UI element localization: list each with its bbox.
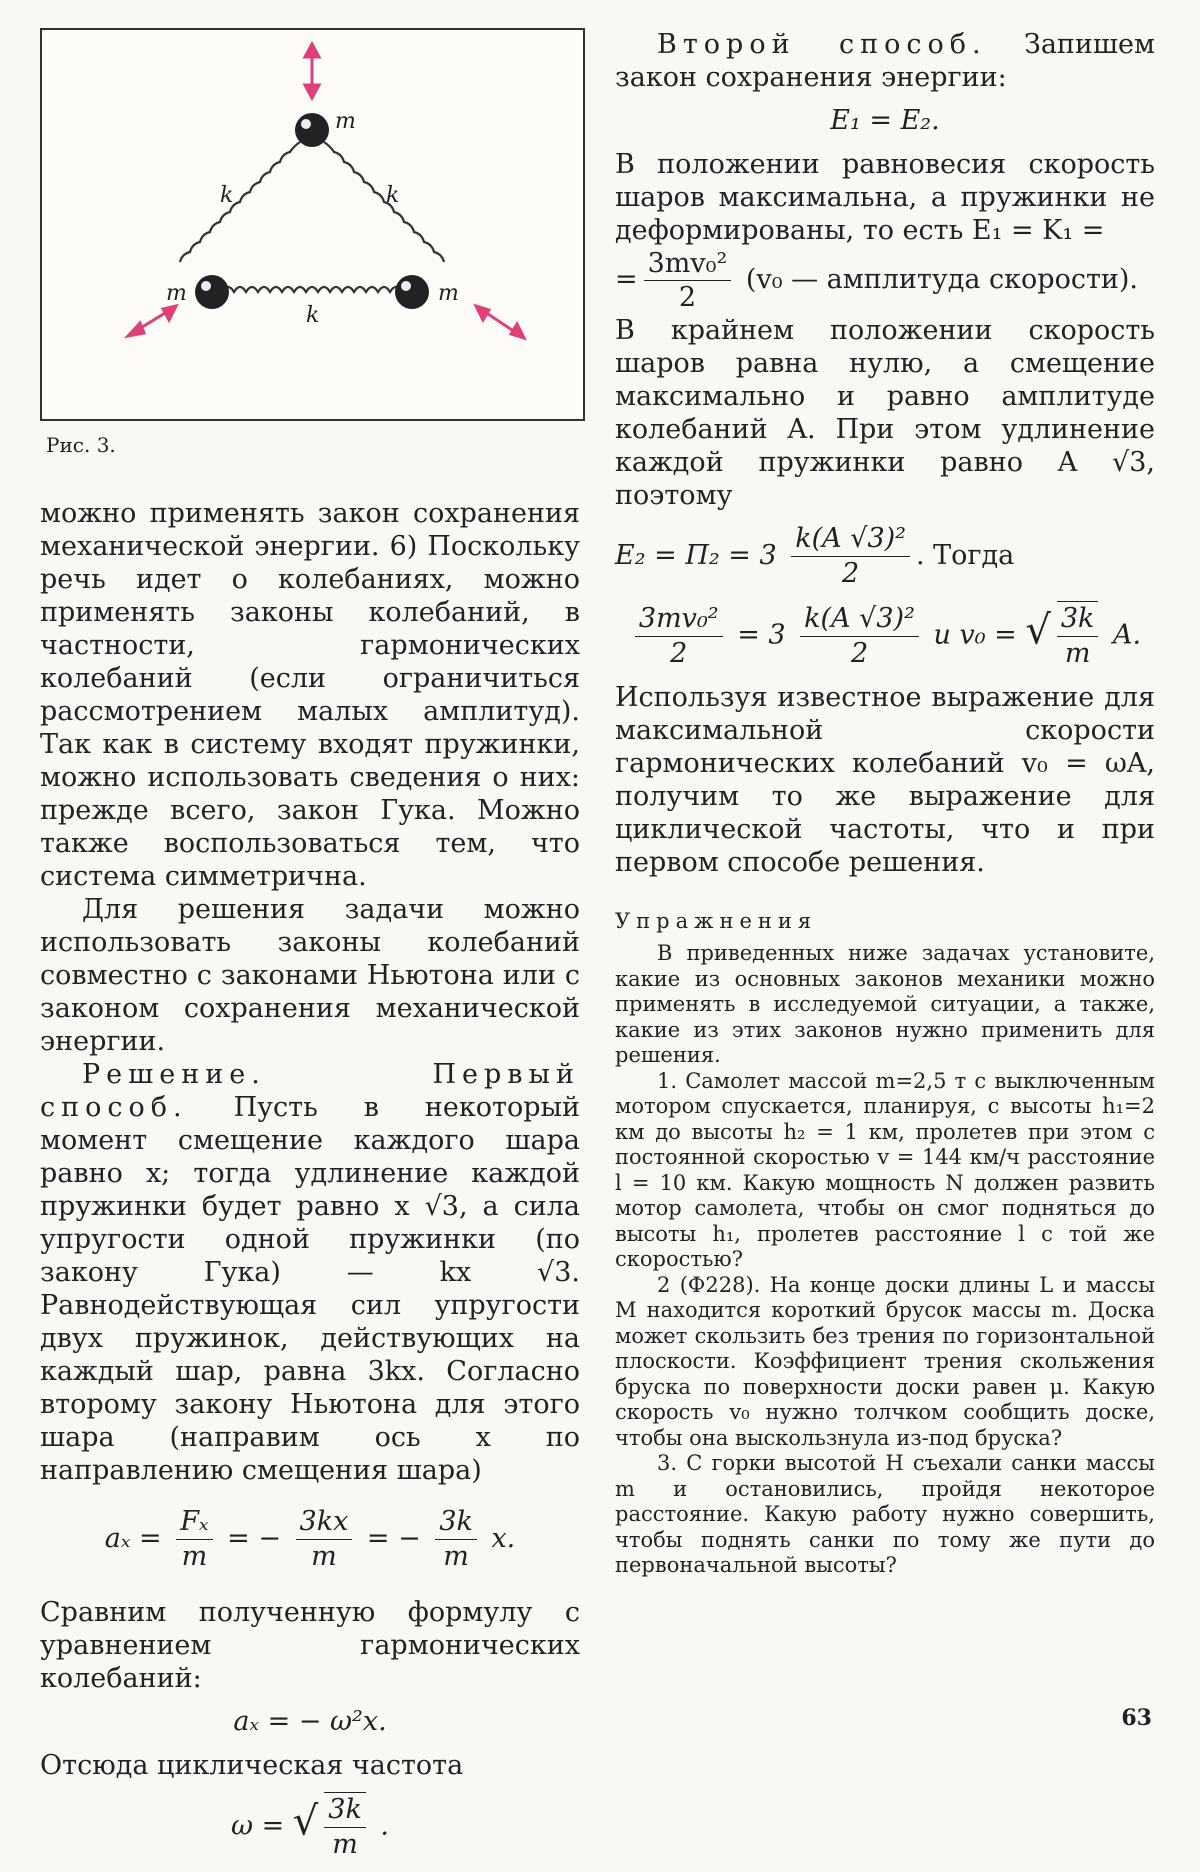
paragraph-text: Запишем закон сохранения энергии: [615,29,1155,93]
denominator: m [443,1541,469,1572]
formula-operator: и v₀ = [933,619,1017,651]
mass-left [195,275,229,309]
denominator: 2 [678,282,697,313]
paragraph-text: Пусть в некоторый момент смещение каждого шара равно x; тогда удлинение каждой пружинки будет равно x √3, а сила упругости одной пружинки (по закону Гука) — kx √3. Равнодействующая сил упругости двух пружинок, действующих на каждый шар, равна 3kx. Согласно второму закону Ньютона для этого шара (направим ось x по направлению смещения шара) [40,1092,580,1486]
sqrt-sign: √ [1025,607,1051,654]
denominator: m [332,1829,358,1860]
label-m-right: m [438,281,459,306]
label-m-top: m [335,109,356,134]
paragraph: Для решения задачи можно использовать законы колебаний совместно с законами Ньютона или с законом сохранения механической энергии. [40,894,580,1057]
displacement-arrows [128,44,524,338]
mass-highlight [201,281,211,291]
exercises-heading: Упражнения [615,909,818,933]
mass-highlight [301,119,311,129]
numerator: k(A √3)² [800,602,919,637]
left-text [40,497,580,1862]
denominator: 2 [850,637,869,669]
numerator: k(A √3)² [791,522,910,557]
numerator: 3mv₀² [644,247,732,281]
formula-lhs: ω = [230,1810,285,1842]
left-column [40,28,580,1872]
formula-potential [615,522,1155,591]
section-heading: Второй способ. [657,29,987,60]
fraction [296,1505,353,1574]
numerator: 3kx [296,1505,353,1540]
paragraph: Используя известное выражение для максимальной скорости гармонических колебаний v₀ = ωA, получим то же выражение для циклической частоты, что и при первом способе решения. [615,682,1155,878]
fraction [800,602,919,671]
paragraph: можно применять закон сохранения механической энергии. 6) Поскольку речь идет о колебаниях, можно применять законы колебаний, в частности, гармонических колебаний (если ограничиться рассмотрением малых амплитуд). Так как в систему входят пружинки, можно использовать сведения о них: прежде всего, закон Гука. Можно также воспользоваться тем, что система симметрична. [40,498,580,892]
figure-3 [40,28,585,421]
figure-caption: Рис. 3. [46,433,116,457]
fraction [176,1505,212,1574]
formula-omega: ω = √ $\frac{3k}{m}$ . [230,1794,390,1860]
paragraph-text: (v₀ — амплитуда скорости). [745,264,1139,295]
denominator: m [311,1541,337,1572]
paragraph: Отсюда циклическая частота [40,1750,464,1781]
formula-lhs: aₓ = [104,1523,162,1554]
numerator: 3k [324,1793,366,1828]
page-number: 63 [1121,1705,1152,1731]
numerator: 3mv₀² [635,602,723,637]
paragraph: Сравним полученную формулу с уравнением гармонических колебаний: [40,1597,580,1694]
denominator: 2 [842,558,860,589]
exercise-1: 1. Самолет массой m=2,5 т с выключенным мотором спускается, планируя, с высоты h₁=2 км до высоты h₂ = 1 км, пролетев при этом с постоянной скоростью v = 144 км/ч расстояние l = 10 км. Какую мощность N должен развить мотор самолета, чтобы он смог подняться до высоты h₁, пролетев расстояние l с той же скоростью? [615,1068,1155,1271]
label-k-bottom: k [306,303,320,328]
label-k-right: k [386,183,400,208]
sqrt-sign: √ [292,1798,319,1845]
fraction [435,1505,477,1574]
formula-harmonic: aₓ = − ω²x. [233,1706,387,1737]
mass-highlight [401,281,411,291]
formula-tail: x. [491,1523,516,1554]
exercises-intro: В приведенных ниже задачах установите, какие из основных законов механики можно применять в исследуемой ситуации, а также, какие из этих законов нужно применить для решения. [615,941,1155,1067]
label-m-left: m [166,281,187,306]
formula-acceleration: aₓ = $\frac{\text{Fₓ}}{m}$ = − $\frac{3kx}{m}$ = − $\frac{3k}{m}$ x. [104,1506,516,1572]
paragraph: = $\frac{\text{3mv₀²}}{2}$ (v₀ — амплитуда скорости). [615,248,1139,313]
exercise-3: 3. С горки высотой H съехали санки массы m и остановились, пройдя некоторое расстояние. Какую работу нужно совершить, чтобы поднять санки по тому же пути до первоначальной высоты? [615,1451,1155,1577]
denominator: m [1064,638,1091,669]
spring-triangle-diagram [42,30,583,419]
fraction [324,1792,366,1862]
paragraph [615,28,1155,94]
formula-lhs: E₂ = Π₂ = 3 [615,540,777,571]
paragraph: В положении равновесия скорость шаров максимальна, а пружинки не деформированы, то есть E₁ = K₁ = [615,149,1155,246]
formula-tail: A. [1112,619,1142,651]
paragraph: В крайнем положении скорость шаров равна нулю, а смещение максимально и равно амплитуде колебаний A. При этом удлинение каждой пружинки равно A √3, поэтому [615,315,1155,511]
denominator: 2 [670,637,688,669]
numerator: Fₓ [176,1505,212,1540]
mass-right [395,275,429,309]
formula-energy-equality: E₁ = E₂. [830,105,940,136]
formula-operator: = 3 [737,619,786,651]
fraction [644,247,732,314]
mass-top [295,113,329,147]
numerator: 3k [1057,602,1099,637]
exercise-2: 2 (Ф228). На конце доски длины L и массы M находится короткий брусок массы m. Доска может скользить без трения по горизонтальной плоскости. Коэффициент трения скольжения бруска по поверхности доски равен μ. Какую скорость v₀ нужно толчком сообщить доске, чтобы она выскользнула из-под бруска? [615,1272,1155,1450]
section-heading: Решение. Первый способ. [40,1059,580,1123]
formula-tail: . Тогда [915,540,1015,571]
numerator: 3k [435,1505,477,1540]
fraction [635,602,723,671]
denominator: m [181,1541,208,1572]
formula-velocity [615,601,1155,671]
label-k-left: k [220,183,234,208]
fraction [791,522,910,591]
springs [180,142,444,292]
paragraph [40,1058,580,1487]
right-column [615,28,1155,1579]
fraction [1057,601,1099,671]
